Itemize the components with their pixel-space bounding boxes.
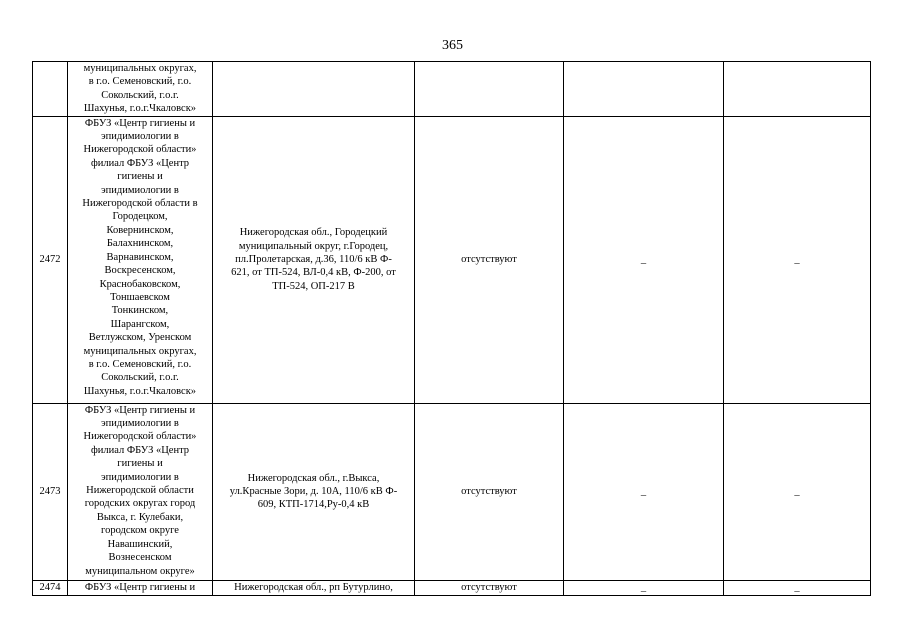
organization-line: гигиены и [117, 171, 163, 183]
status-cell: отсутствуют [415, 580, 564, 595]
organization-line: Сокольский, г.о.г. [101, 372, 179, 384]
organization-line: филиал ФБУЗ «Центр [90, 444, 190, 456]
organization-cell [68, 62, 213, 117]
status-cell: отсутствуют [415, 116, 564, 403]
address-line: Нижегородская обл., Городецкий [239, 227, 388, 239]
address-line: 621, от ТП-524, ВЛ-0,4 кВ, Ф-200, от [231, 267, 396, 279]
row-number-cell: 2474 [33, 580, 68, 595]
organization-line: Вознесенском [108, 552, 172, 564]
organization-line: Ветлужском, Уренском [88, 332, 192, 344]
organization-line: муниципальном округе» [85, 565, 195, 577]
address-line: ТП-524, ОП-217 В [272, 280, 355, 292]
address-cell [213, 403, 415, 580]
organization-line: в г.о. Семеновский, г.о. [88, 358, 192, 370]
organization-line: Балахнинском, [106, 238, 174, 250]
organization-line: эпидимиологии в [101, 131, 179, 143]
organization-line: эпидимиологии в [101, 471, 179, 483]
status-cell [415, 62, 564, 117]
organization-cell [68, 116, 213, 403]
address-line: Нижегородская обл., г.Выкса, [247, 472, 380, 484]
table-row [33, 116, 871, 403]
organization-line: Шахунья, г.о.г.Чкаловск» [83, 385, 197, 397]
organization-line: Ковернинском, [106, 224, 174, 236]
value-cell: _ [564, 116, 724, 403]
organization-line: муниципальных округах, [83, 345, 197, 357]
row-number-cell: 2473 [33, 403, 68, 580]
organization-line: Сокольский, г.о.г. [101, 89, 179, 101]
organization-line: эпидимиологии в [101, 418, 179, 430]
registry-table [32, 61, 871, 596]
organization-line: Шахунья, г.о.г.Чкаловск» [83, 103, 197, 115]
organization-line: ФБУЗ «Центр гигиены и [84, 404, 196, 416]
organization-line: Нижегородской области в [82, 198, 198, 210]
organization-line: Нижегородской области» [83, 144, 197, 156]
organization-line: эпидимиологии в [101, 184, 179, 196]
value-cell: _ [564, 580, 724, 595]
organization-line: городских округах город [84, 498, 196, 510]
address-cell [213, 62, 415, 117]
organization-line: Городецком, [112, 211, 168, 223]
organization-line: Тоншаевском [110, 291, 170, 303]
value-cell: _ [724, 116, 871, 403]
organization-line: городском округе [101, 525, 179, 537]
organization-line: Тонкинском, [111, 305, 169, 317]
value-cell: _ [564, 403, 724, 580]
status-cell: отсутствуют [415, 403, 564, 580]
organization-line: Краснобаковском, [99, 278, 181, 290]
organization-line: Варнавинском, [106, 251, 174, 263]
organization-line: Выкса, г. Кулебаки, [96, 511, 184, 523]
organization-line: филиал ФБУЗ «Центр [90, 157, 190, 169]
row-number-cell [33, 62, 68, 117]
organization-line: гигиены и [117, 458, 163, 470]
organization-line: Нижегородской области» [83, 431, 197, 443]
page-number: 365 [442, 38, 463, 53]
organization-line: Навашинский, [107, 538, 173, 550]
address-line: муниципальный округ, г.Городец, [238, 240, 389, 252]
address-cell [213, 580, 415, 595]
organization-line: ФБУЗ «Центр гигиены и [84, 581, 196, 593]
value-cell: _ [724, 403, 871, 580]
table-row [33, 62, 871, 117]
table-row [33, 580, 871, 595]
value-cell [724, 62, 871, 117]
address-line: пл.Пролетарская, д.36, 110/6 кВ Ф- [235, 253, 392, 265]
address-line: Нижегородская обл., рп Бутурлино, [234, 581, 393, 593]
organization-line: Нижегородской области [86, 485, 194, 497]
address-line: ул.Красные Зори, д. 10А, 110/6 кВ Ф- [229, 485, 398, 497]
value-cell [564, 62, 724, 117]
value-cell: _ [724, 580, 871, 595]
organization-line: в г.о. Семеновский, г.о. [88, 76, 192, 88]
organization-line: ФБУЗ «Центр гигиены и [84, 117, 196, 129]
address-line: 609, КТП-1714,Ру-0,4 кВ [257, 499, 370, 511]
table-row [33, 403, 871, 580]
organization-cell [68, 580, 213, 595]
address-cell [213, 116, 415, 403]
organization-line: Шарангском, [110, 318, 170, 330]
row-number-cell: 2472 [33, 116, 68, 403]
organization-line: Воскресенском, [104, 265, 176, 277]
organization-line: муниципальных округах, [83, 63, 197, 74]
organization-cell [68, 403, 213, 580]
